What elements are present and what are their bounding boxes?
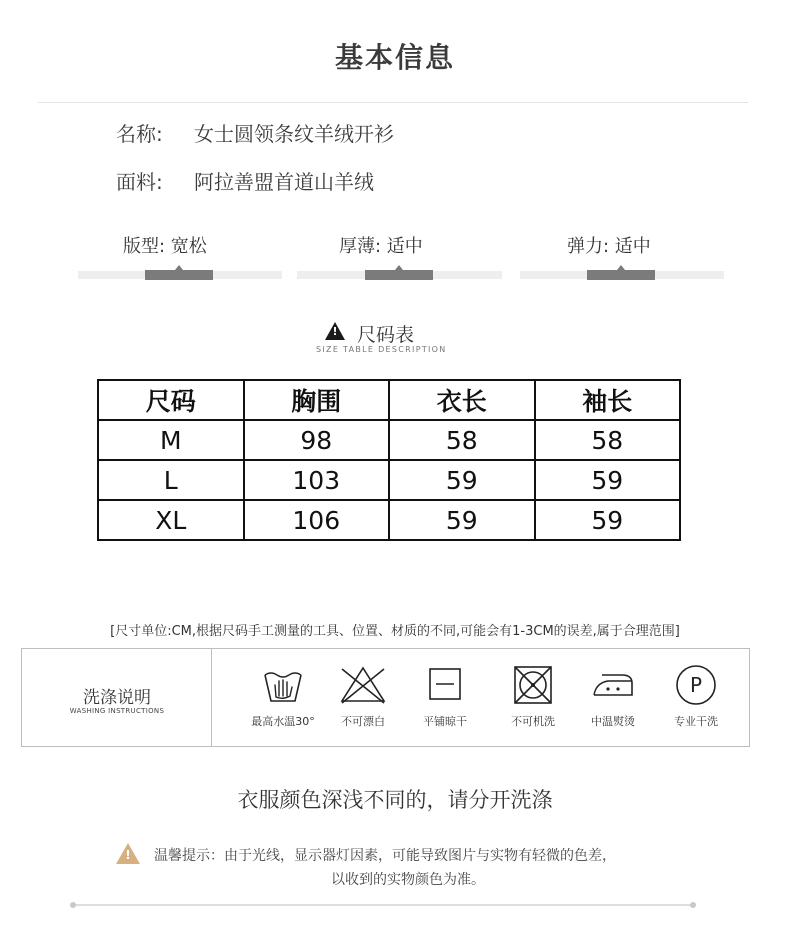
size-note: [尺寸单位:CM,根据尺码手工测量的工具、位置、材质的不同,可能会有1-3CM的误差,属于合理范围] (110, 624, 680, 639)
attr-fit-label: 版型: 宽松 (123, 236, 207, 257)
table-cell: 106 (244, 500, 390, 540)
divider-dot-left (70, 902, 76, 908)
info-fabric-row (116, 166, 374, 195)
flat-dry-icon (423, 663, 467, 707)
size-table-title: 尺码表 (357, 324, 415, 346)
attr-elasticity-scale (520, 271, 724, 279)
care-panel (21, 648, 750, 747)
table-cell: 103 (244, 460, 390, 500)
care-divider (211, 649, 212, 747)
size-table (97, 379, 681, 541)
attr-fit-marker (145, 270, 213, 280)
info-name-row (116, 118, 394, 147)
table-cell: 59 (535, 460, 681, 500)
care-title: 洗涤说明 (83, 688, 151, 708)
table-row (98, 420, 680, 460)
hand-wash-icon (261, 663, 305, 707)
table-cell: 98 (244, 420, 390, 460)
care-label: 最高水温30° (251, 715, 315, 728)
table-cell: L (98, 460, 244, 500)
no-machine-wash-icon (511, 663, 555, 707)
info-fabric-value: 阿拉善盟首道山羊绒 (194, 170, 374, 194)
info-fabric-key: 面料: (116, 170, 163, 194)
title-divider (38, 102, 748, 103)
size-table-header (98, 380, 680, 420)
wash-caption: 衣服颜色深浅不同的，请分开洗涤 (237, 788, 553, 812)
care-item-hand-wash (238, 663, 328, 729)
attr-thickness-marker (365, 270, 433, 280)
page-title: 基本信息 (334, 41, 455, 74)
attr-fit-scale (78, 271, 282, 279)
table-row (98, 500, 680, 540)
length-col-header: 衣长 (389, 380, 535, 420)
size-warning-icon: ! (325, 322, 345, 340)
info-name-value: 女士圆领条纹羊绒开衫 (194, 122, 394, 146)
table-cell: 58 (535, 420, 681, 460)
svg-text:P: P (689, 673, 703, 697)
size-table-subtitle: SIZE TABLE DESCRIPTION (316, 345, 447, 354)
table-row (98, 460, 680, 500)
chest-col-header: 胸围 (244, 380, 390, 420)
attr-thickness-label: 厚薄: 适中 (339, 236, 423, 257)
care-label: 专业干洗 (674, 715, 718, 728)
table-cell: XL (98, 500, 244, 540)
iron-medium-icon (588, 663, 638, 707)
care-label: 平铺晾干 (423, 715, 467, 728)
table-cell: 59 (389, 500, 535, 540)
attr-elasticity-marker (587, 270, 655, 280)
attr-elasticity-label: 弹力: 适中 (567, 236, 651, 257)
care-label: 不可漂白 (341, 715, 385, 728)
table-cell: 59 (535, 500, 681, 540)
tip-line-1: 温馨提示：由于光线，显示器灯因素，可能导致图片与实物有轻微的色差， (154, 848, 616, 864)
table-cell: M (98, 420, 244, 460)
table-cell: 59 (389, 460, 535, 500)
dry-clean-icon (674, 663, 718, 707)
care-subtitle: WASHING INSTRUCTIONS (69, 707, 165, 715)
info-name-key: 名称: (116, 122, 163, 146)
table-cell: 58 (389, 420, 535, 460)
care-item-iron (572, 663, 654, 729)
care-label: 中温熨烫 (591, 715, 635, 728)
care-item-flat-dry (404, 663, 486, 729)
bottom-divider (73, 904, 694, 906)
care-item-no-bleach (322, 663, 404, 729)
care-item-no-machine-wash (492, 663, 574, 729)
sleeve-col-header: 袖长 (535, 380, 681, 420)
care-item-dry-clean (655, 663, 737, 729)
divider-dot-right (690, 902, 696, 908)
attr-thickness-scale (297, 271, 502, 279)
tip-line-2: 以收到的实物颜色为准。 (331, 872, 485, 888)
care-label: 不可机洗 (511, 715, 555, 728)
no-bleach-icon (338, 663, 388, 707)
size-col-header: 尺码 (98, 380, 244, 420)
